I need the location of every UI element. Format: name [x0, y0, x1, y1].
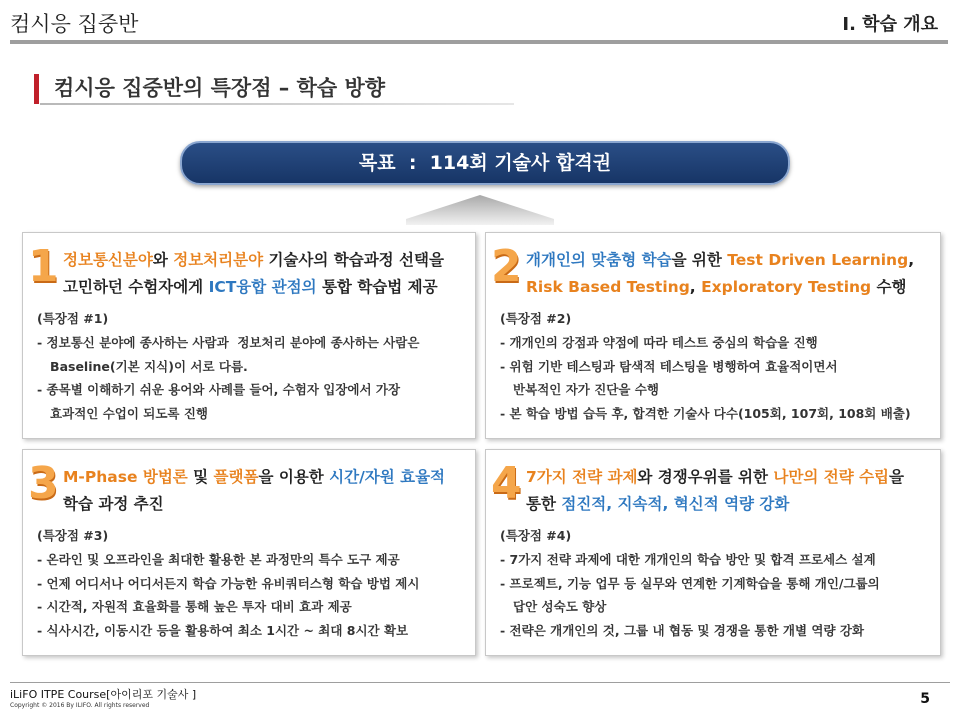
- bullet-item: - 본 학습 방법 습득 후, 합격한 기술사 다수(105회, 107회, 108회 배출): [500, 405, 911, 421]
- bullet-item: - 종목별 이해하기 쉬운 용어와 사례를 들어, 수험자 입장에서 가장: [37, 382, 401, 397]
- bullet-item: - 전략은 개개인의 것, 그룹 내 협동 및 경쟁을 통한 개별 역량 강화: [500, 622, 865, 638]
- heading-segment: 을 이용한: [258, 468, 330, 486]
- heading-segment: M-Phase 방법론: [63, 468, 188, 486]
- heading-line: [63, 247, 444, 274]
- feature-heading: [526, 464, 904, 518]
- feature-label: (특장점 #4): [500, 528, 572, 543]
- bullet-item: - 프로젝트, 기능 업무 등 실무와 연계한 기계학습을 통해 개인/그룹의: [500, 575, 880, 591]
- heading-line: [63, 274, 444, 301]
- goal-banner: 목표 : 114회 기술사 합격권: [180, 141, 790, 185]
- page-number: 5: [920, 691, 930, 707]
- bullet-item: - 온라인 및 오프라인을 최대한 활용한 본 과정만의 특수 도구 제공: [37, 552, 400, 567]
- heading-segment: 을: [889, 468, 904, 486]
- subtitle-accent-bar: [34, 74, 39, 104]
- feature-card-3: [22, 449, 476, 656]
- heading-segment: 통합 학습법 제공: [316, 278, 438, 296]
- bullet-item: 반복적인 자가 진단을 수행: [500, 382, 659, 397]
- heading-segment: 개개인의 맞춤형 학습: [526, 251, 672, 269]
- feature-number: 2: [491, 241, 522, 292]
- subtitle-underline: [40, 103, 514, 105]
- heading-line: [526, 247, 914, 274]
- header-divider: [10, 40, 948, 44]
- slide-subtitle: 컴시응 집중반의 특장점 – 학습 방향: [54, 76, 386, 100]
- heading-segment: ,: [908, 251, 915, 269]
- bullet-item: 효과적인 수업이 되도록 진행: [37, 405, 209, 421]
- heading-segment: 시간/자원 효율적: [329, 468, 446, 486]
- heading-segment: 정보통신분야: [63, 251, 153, 269]
- heading-segment: 7가지 전략 과제: [526, 468, 638, 486]
- heading-segment: Test Driven Learning: [727, 251, 909, 269]
- bullet-item: - 개개인의 강점과 약점에 따라 테스트 중심의 학습을 진행: [500, 335, 818, 350]
- heading-segment: 통한: [526, 495, 562, 513]
- feature-label: (특장점 #3): [37, 528, 109, 543]
- feature-card-4: [485, 449, 941, 656]
- feature-bullets: [37, 548, 419, 642]
- heading-segment: 플랫폼: [213, 468, 259, 486]
- feature-heading: [63, 464, 445, 518]
- footer-course: iLiFO ITPE Course[아이리포 기술사 ]: [10, 688, 197, 701]
- heading-segment: 을 위한: [671, 251, 728, 269]
- bullet-item: - 7가지 전략 과제에 대한 개개인의 학습 방안 및 합격 프로세스 설계: [500, 552, 876, 567]
- heading-segment: 점진적, 지속적, 혁신적 역량 강화: [561, 495, 790, 513]
- heading-line: [526, 464, 904, 491]
- footer-copyright: Copyright © 2016 By ILIFO. All rights reserved: [10, 702, 150, 709]
- feature-heading: [63, 247, 444, 301]
- feature-card-2: [485, 232, 941, 439]
- heading-segment: Risk Based Testing: [526, 278, 690, 296]
- feature-label: (특장점 #2): [500, 311, 572, 326]
- heading-line: [526, 491, 904, 518]
- heading-segment: 와: [152, 251, 174, 269]
- heading-segment: 학습 과정 추진: [63, 495, 164, 513]
- connector-arrow-icon: [404, 193, 556, 227]
- bullet-item: - 언제 어디서나 어디서든지 학습 가능한 유비쿼터스형 학습 방법 제시: [37, 575, 420, 591]
- feature-number: 4: [491, 458, 522, 509]
- bullet-item: 답안 성숙도 향상: [500, 599, 607, 614]
- heading-line: [63, 491, 445, 518]
- heading-segment: 및: [187, 468, 214, 486]
- feature-number: 1: [28, 241, 59, 292]
- heading-segment: Exploratory Testing: [701, 278, 872, 296]
- feature-bullets: [500, 331, 911, 425]
- heading-segment: 와 경쟁우위를 위한: [637, 468, 774, 486]
- feature-card-1: [22, 232, 476, 439]
- feature-number: 3: [28, 458, 59, 509]
- heading-segment: 고민하던 수험자에게: [63, 278, 209, 296]
- bullet-item: - 식사시간, 이동시간 등을 활용하여 최소 1시간 ~ 최대 8시간 확보: [37, 622, 409, 638]
- feature-heading: [526, 247, 914, 301]
- bullet-item: Baseline(기본 지식)이 서로 다름.: [37, 358, 248, 374]
- heading-segment: 기술사의 학습과정 선택을: [263, 251, 444, 269]
- feature-bullets: [37, 331, 419, 425]
- heading-segment: 수행: [871, 278, 907, 296]
- section-label: I. 학습 개요: [842, 14, 938, 35]
- footer-divider: [10, 682, 950, 683]
- heading-line: [526, 274, 914, 301]
- bullet-item: - 시간적, 자원적 효율화를 통해 높은 투자 대비 효과 제공: [37, 599, 352, 614]
- bullet-item: - 정보통신 분야에 종사하는 사람과 정보처리 분야에 종사하는 사람은: [37, 335, 420, 350]
- feature-label: (특장점 #1): [37, 311, 109, 326]
- bullet-item: - 위험 기반 테스팅과 탐색적 테스팅을 병행하여 효율적이면서: [500, 358, 838, 374]
- heading-line: [63, 464, 445, 491]
- header-title: 컴시응 집중반: [10, 12, 139, 36]
- heading-segment: 나만의 전략 수립: [773, 468, 890, 486]
- heading-segment: 정보처리분야: [173, 251, 264, 269]
- heading-segment: ICT융합 관점의: [208, 278, 317, 296]
- feature-bullets: [500, 548, 880, 642]
- heading-segment: ,: [689, 278, 702, 296]
